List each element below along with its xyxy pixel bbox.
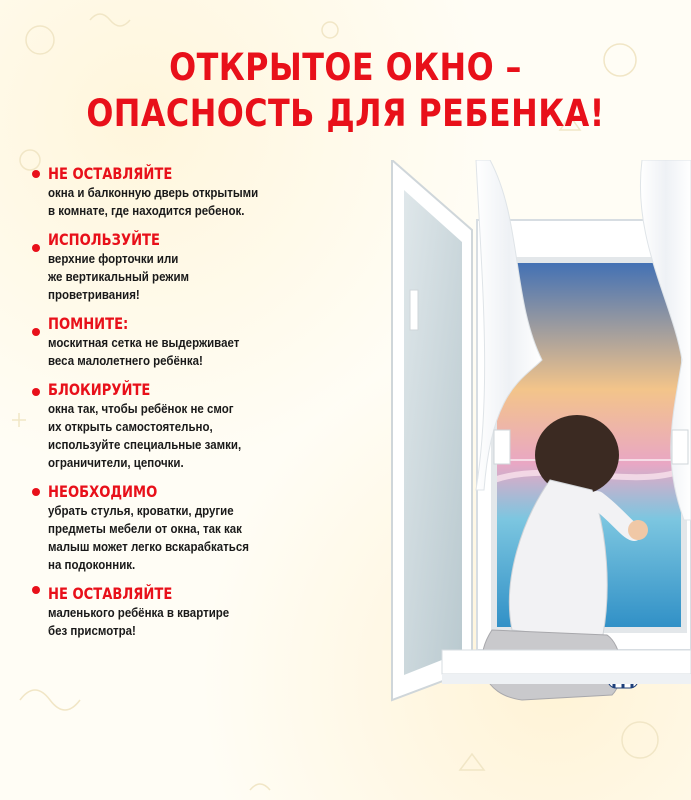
tip-text: окна так, чтобы ребёнок не смог	[48, 402, 234, 416]
bullet-icon	[32, 586, 40, 594]
tip-remove-furniture	[30, 482, 370, 574]
tip-text: малыш может легко вскарабкаться	[48, 540, 249, 554]
tip-heading: НЕ ОСТАВЛЯЙТЕ	[48, 584, 173, 603]
bullet-icon	[32, 170, 40, 178]
tip-use-vents	[30, 230, 370, 304]
windowsill	[442, 650, 691, 684]
tip-text: окна и балконную дверь открытыми	[48, 186, 259, 200]
tip-text: проветривания!	[48, 288, 140, 302]
tip-heading: БЛОКИРУЙТЕ	[48, 380, 151, 399]
tip-text: убрать стулья, кроватки, другие	[48, 504, 234, 518]
tip-text: их открыть самостоятельно,	[48, 420, 213, 434]
tip-text: веса малолетнего ребёнка!	[48, 354, 203, 368]
tip-text: же вертикальный режим	[48, 270, 190, 284]
tip-text: без присмотра!	[48, 624, 136, 638]
safety-tips-list	[30, 164, 370, 650]
tip-text: ограничители, цепочки.	[48, 456, 184, 470]
tip-heading: ПОМНИТЕ:	[48, 314, 129, 333]
bullet-icon	[32, 388, 40, 396]
tip-block-windows	[30, 380, 370, 472]
tip-text: на подоконник.	[48, 558, 136, 572]
tip-text: в комнате, где находится ребенок.	[48, 204, 245, 218]
tip-text: москитная сетка не выдерживает	[48, 336, 240, 350]
bullet-icon	[32, 244, 40, 252]
tip-text: используйте специальные замки,	[48, 438, 242, 452]
tip-text: маленького ребёнка в квартире	[48, 606, 230, 620]
open-window-sash	[392, 160, 472, 700]
child-at-window-illustration	[372, 160, 691, 720]
tip-heading: НЕОБХОДИМО	[48, 482, 158, 501]
tip-heading: ИСПОЛЬЗУЙТЕ	[48, 230, 160, 249]
bullet-icon	[32, 488, 40, 496]
bullet-icon	[32, 328, 40, 336]
tip-text: предметы мебели от окна, так как	[48, 522, 242, 536]
tip-do-not-leave-alone	[30, 584, 370, 640]
tip-do-not-leave-open	[30, 164, 370, 220]
tip-text: верхние форточки или	[48, 252, 179, 266]
poster-title-line-2: ОПАСНОСТЬ ДЛЯ РЕБЕНКА!	[86, 92, 605, 135]
tip-heading: НЕ ОСТАВЛЯЙТЕ	[48, 164, 173, 183]
tip-remember-mosquito-net	[30, 314, 370, 370]
poster-title-line-1: ОТКРЫТОЕ ОКНО –	[169, 46, 522, 89]
